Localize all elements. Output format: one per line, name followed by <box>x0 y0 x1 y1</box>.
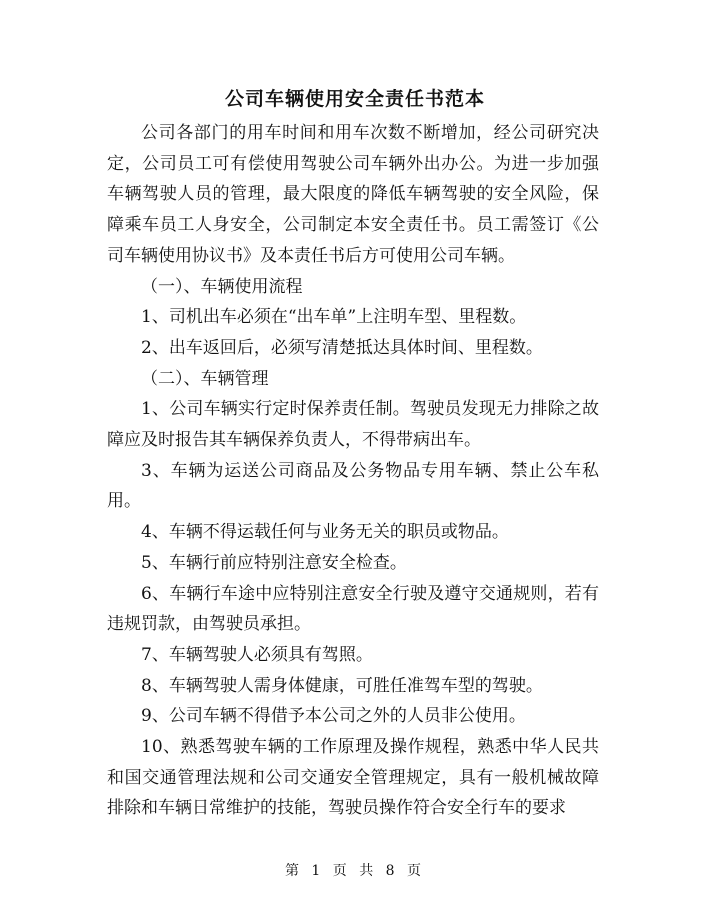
rule-item: 1、司机出车必须在“出车单”上注明车型、里程数。 <box>141 307 527 328</box>
section-heading-vehicle-management: （二）、车辆管理 <box>141 368 269 389</box>
section-heading-vehicle-use-process: （一）、车辆使用流程 <box>141 276 303 297</box>
page-number: 第 1 页 共 8 页 <box>284 863 426 879</box>
rule-item: 7、车辆驾驶人必须具有驾照。 <box>141 644 373 665</box>
intro-paragraph: 公司各部门的用车时间和用车次数不断增加，经公司研究决定，公司员工可有偿使用驾驶公司车辆外出办公。为进一步加强车辆驾驶人员的管理，最大限度的降低车辆驾驶的安全风险，保障乘车员工人身安全，公司制定本安全责任书。员工需签订《公司车辆使用协议书》及本责任书后方可使用公司车辆。 <box>107 123 599 266</box>
document-title: 公司车辆使用安全责任书范本 <box>224 88 485 110</box>
rule-item: 5、车辆行前应特别注意安全检查。 <box>141 552 407 573</box>
rule-item: 8、车辆驾驶人需身体健康，可胜任准驾车型的驾驶。 <box>141 675 543 696</box>
rule-item: 2、出车返回后，必须写清楚抵达具体时间、里程数。 <box>141 337 543 358</box>
rule-item: 10、熟悉驾驶车辆的工作原理及操作规程，熟悉中华人民共和国交通管理法规和公司交通安全管理规定，具有一般机械故障排除和车辆日常维护的技能，驾驶员操作符合安全行车的要求 <box>107 737 599 819</box>
rule-item: 9、公司车辆不得借予本公司之外的人员非公使用。 <box>141 706 526 727</box>
rule-item: 3、车辆为运送公司商品及公务物品专用车辆、禁止公车私用。 <box>107 460 599 512</box>
document-body <box>107 118 599 824</box>
rule-item: 6、车辆行车途中应特别注意安全行驶及遵守交通规则，若有违规罚款，由驾驶员承担。 <box>107 583 599 635</box>
rule-item: 1、公司车辆实行定时保养责任制。驾驶员发现无力排除之故障应及时报告其车辆保养负责人，不得带病出车。 <box>107 399 599 451</box>
rule-item: 4、车辆不得运载任何与业务无关的职员或物品。 <box>141 522 509 543</box>
